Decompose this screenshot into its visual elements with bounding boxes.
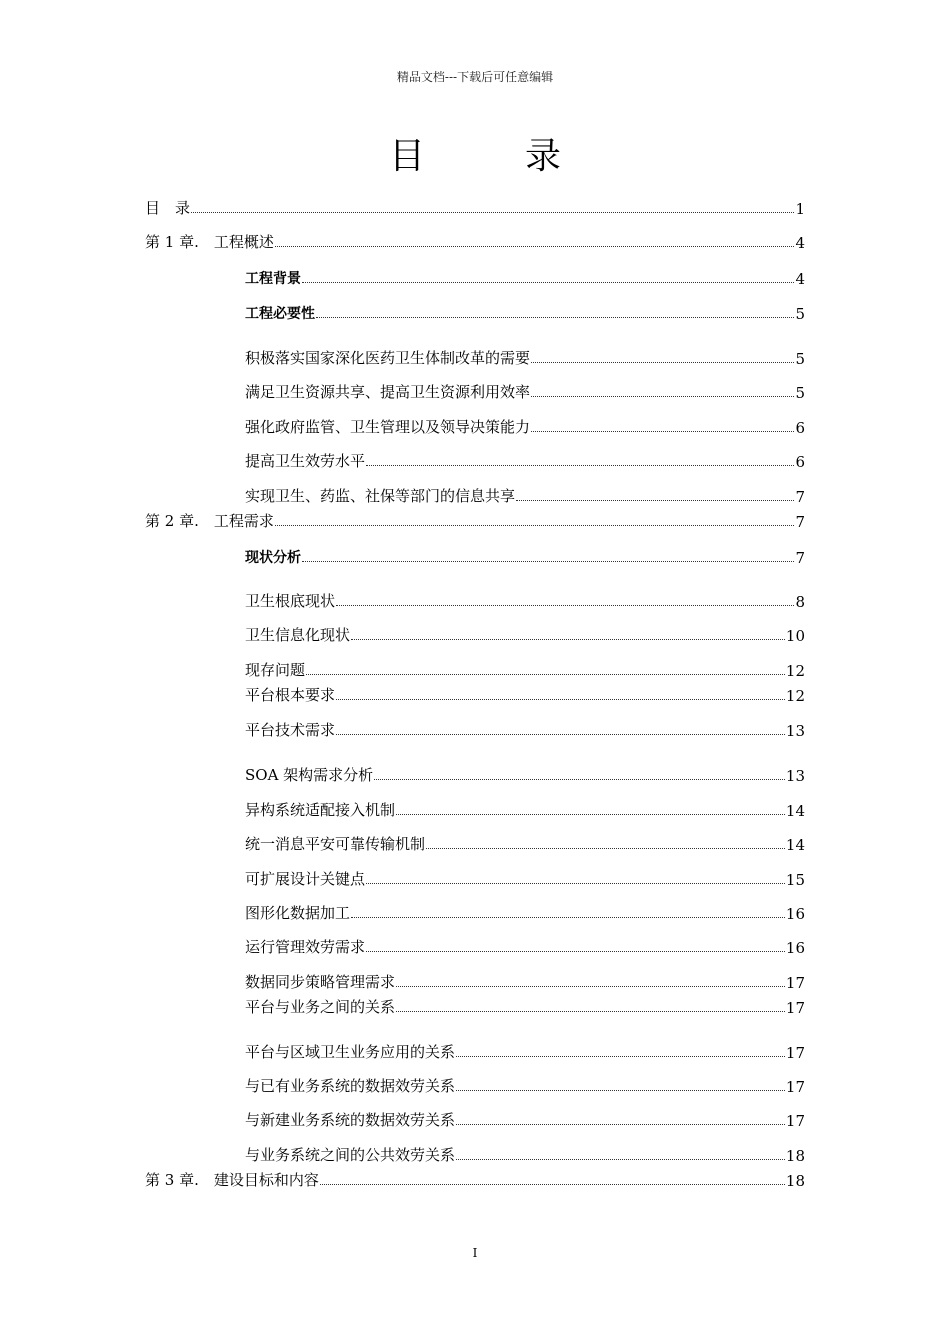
- toc-entry[interactable]: [0, 718, 950, 740]
- toc-entry-page: 5: [795, 384, 805, 402]
- toc-entry-page: 7: [795, 549, 805, 567]
- toc-entry[interactable]: [0, 346, 950, 368]
- toc-entry[interactable]: [0, 935, 950, 957]
- toc-entry[interactable]: [0, 683, 950, 705]
- toc-entry-title: 平台技术需求: [245, 721, 336, 739]
- toc-leader-dots: [456, 1090, 785, 1091]
- toc-leader-dots: [306, 674, 785, 675]
- toc-leader-dots: [456, 1124, 785, 1125]
- toc-entry[interactable]: [0, 995, 950, 1017]
- toc-leader-dots: [366, 883, 785, 884]
- toc-leader-dots: [374, 779, 785, 780]
- toc-entry-title: 工程背景: [245, 271, 301, 287]
- toc-leader-dots: [396, 814, 785, 815]
- toc-leader-dots: [366, 951, 785, 952]
- toc-entry[interactable]: [0, 484, 950, 506]
- toc-leader-dots: [456, 1056, 785, 1057]
- toc-entry-title: 平台与业务之间的关系: [245, 998, 396, 1016]
- toc-entry-title: 与已有业务系统的数据效劳关系: [245, 1077, 456, 1095]
- toc-entry-title: 数据同步策略管理需求: [245, 973, 396, 991]
- toc-entry-page: 16: [785, 939, 805, 957]
- toc-leader-dots: [316, 317, 794, 318]
- toc-entry-title: 异构系统适配接入机制: [245, 801, 396, 819]
- toc-entry-page: 10: [785, 627, 805, 645]
- toc-entry-page: 18: [785, 1172, 805, 1190]
- toc-entry-title: 统一消息平安可靠传输机制: [245, 835, 426, 853]
- toc-entry-page: 16: [785, 905, 805, 923]
- toc-entry-page: 5: [795, 305, 805, 323]
- toc-entry-title: 平台与区域卫生业务应用的关系: [245, 1043, 456, 1061]
- toc-entry-page: 4: [795, 234, 805, 252]
- toc-entry-page: 7: [795, 513, 805, 531]
- toc-entry-title: 现存问题: [245, 661, 306, 679]
- toc-entry[interactable]: [0, 970, 950, 992]
- toc-leader-dots: [351, 917, 785, 918]
- toc-entry-page: 18: [785, 1147, 805, 1165]
- toc-entry-title: 平台根本要求: [245, 686, 336, 704]
- toc-entry-title: 提高卫生效劳水平: [245, 452, 366, 470]
- toc-leader-dots: [516, 500, 794, 501]
- toc-leader-dots: [336, 699, 785, 700]
- toc-entry[interactable]: [0, 658, 950, 680]
- toc-entry[interactable]: [0, 545, 950, 567]
- toc-entry[interactable]: [0, 763, 950, 785]
- toc-leader-dots: [336, 734, 785, 735]
- toc-entry-page: 14: [785, 802, 805, 820]
- toc-leader-dots: [396, 986, 785, 987]
- toc-entry[interactable]: [0, 623, 950, 645]
- toc-entry[interactable]: [0, 380, 950, 402]
- page-number: I: [472, 1246, 478, 1260]
- toc-leader-dots: [366, 465, 794, 466]
- toc-entry[interactable]: [0, 449, 950, 471]
- toc-entry[interactable]: [0, 901, 950, 923]
- toc-entry-page: 14: [785, 836, 805, 854]
- toc-entry-title: SOA 架构需求分析: [245, 766, 374, 784]
- toc-leader-dots: [275, 525, 795, 526]
- toc-entry-page: 13: [785, 722, 805, 740]
- toc-entry-page: 12: [785, 687, 805, 705]
- page-header: 精品文档---下载后可任意编辑: [396, 70, 554, 84]
- page-title: 目 录: [388, 136, 593, 177]
- toc-entry-title: 第 2 章. 工程需求: [145, 512, 274, 530]
- toc-leader-dots: [302, 282, 794, 283]
- toc-entry-page: 8: [795, 593, 805, 611]
- toc-entry[interactable]: [0, 301, 950, 323]
- toc-entry[interactable]: [0, 509, 950, 531]
- toc-entry-title: 现状分析: [245, 550, 301, 566]
- toc-entry-page: 12: [785, 662, 805, 680]
- toc-entry-page: 17: [785, 1044, 805, 1062]
- toc-entry-title: 满足卫生资源共享、提高卫生资源利用效率: [245, 383, 531, 401]
- toc-leader-dots: [320, 1184, 785, 1185]
- toc-entry-title: 图形化数据加工: [245, 904, 351, 922]
- toc-leader-dots: [191, 212, 794, 213]
- toc-entry-title: 卫生根底现状: [245, 592, 336, 610]
- toc-entry-title: 目 录: [145, 199, 191, 217]
- toc-entry-page: 13: [785, 767, 805, 785]
- toc-leader-dots: [302, 561, 794, 562]
- toc-entry-page: 7: [795, 488, 805, 506]
- toc-leader-dots: [336, 605, 794, 606]
- toc-entry-page: 15: [785, 871, 805, 889]
- toc-entry-title: 积极落实国家深化医药卫生体制改革的需要: [245, 349, 531, 367]
- toc-entry-page: 5: [795, 350, 805, 368]
- toc-leader-dots: [531, 396, 794, 397]
- toc-entry-page: 6: [795, 419, 805, 437]
- toc-entry-title: 第 3 章. 建设目标和内容: [145, 1171, 319, 1189]
- toc-entry-page: 1: [795, 200, 805, 218]
- toc-entry-title: 强化政府监管、卫生管理以及领导决策能力: [245, 418, 531, 436]
- toc-entry-title: 第 1 章. 工程概述: [145, 233, 274, 251]
- toc-entry[interactable]: [0, 589, 950, 611]
- toc-entry-title: 工程必要性: [245, 306, 315, 322]
- toc-leader-dots: [426, 848, 785, 849]
- toc-leader-dots: [396, 1011, 785, 1012]
- toc-entry-title: 实现卫生、药监、社保等部门的信息共享: [245, 487, 516, 505]
- toc-entry-page: 17: [785, 1112, 805, 1130]
- toc-entry[interactable]: [0, 1040, 950, 1062]
- toc-leader-dots: [351, 639, 785, 640]
- toc-entry-page: 4: [795, 270, 805, 288]
- toc-entry-title: 运行管理效劳需求: [245, 938, 366, 956]
- toc-entry[interactable]: [0, 1108, 950, 1130]
- toc-entry[interactable]: [0, 415, 950, 437]
- toc-entry[interactable]: [0, 1143, 950, 1165]
- toc-leader-dots: [275, 246, 795, 247]
- toc-entry[interactable]: [0, 230, 950, 252]
- toc-entry-page: 17: [785, 1078, 805, 1096]
- toc-entry[interactable]: [0, 266, 950, 288]
- toc-entry[interactable]: [0, 798, 950, 820]
- toc-entry[interactable]: [0, 832, 950, 854]
- toc-entry-title: 与业务系统之间的公共效劳关系: [245, 1146, 456, 1164]
- toc-leader-dots: [531, 362, 794, 363]
- toc-leader-dots: [531, 431, 794, 432]
- toc-entry-page: 17: [785, 999, 805, 1017]
- toc-entry-page: 17: [785, 974, 805, 992]
- toc-entry[interactable]: [0, 867, 950, 889]
- toc-entry[interactable]: [0, 196, 950, 218]
- toc-entry-title: 可扩展设计关键点: [245, 870, 366, 888]
- toc-entry-title: 卫生信息化现状: [245, 626, 351, 644]
- toc-leader-dots: [456, 1159, 785, 1160]
- toc-entry[interactable]: [0, 1168, 950, 1190]
- toc-entry-page: 6: [795, 453, 805, 471]
- toc-entry-title: 与新建业务系统的数据效劳关系: [245, 1111, 456, 1129]
- toc-entry[interactable]: [0, 1074, 950, 1096]
